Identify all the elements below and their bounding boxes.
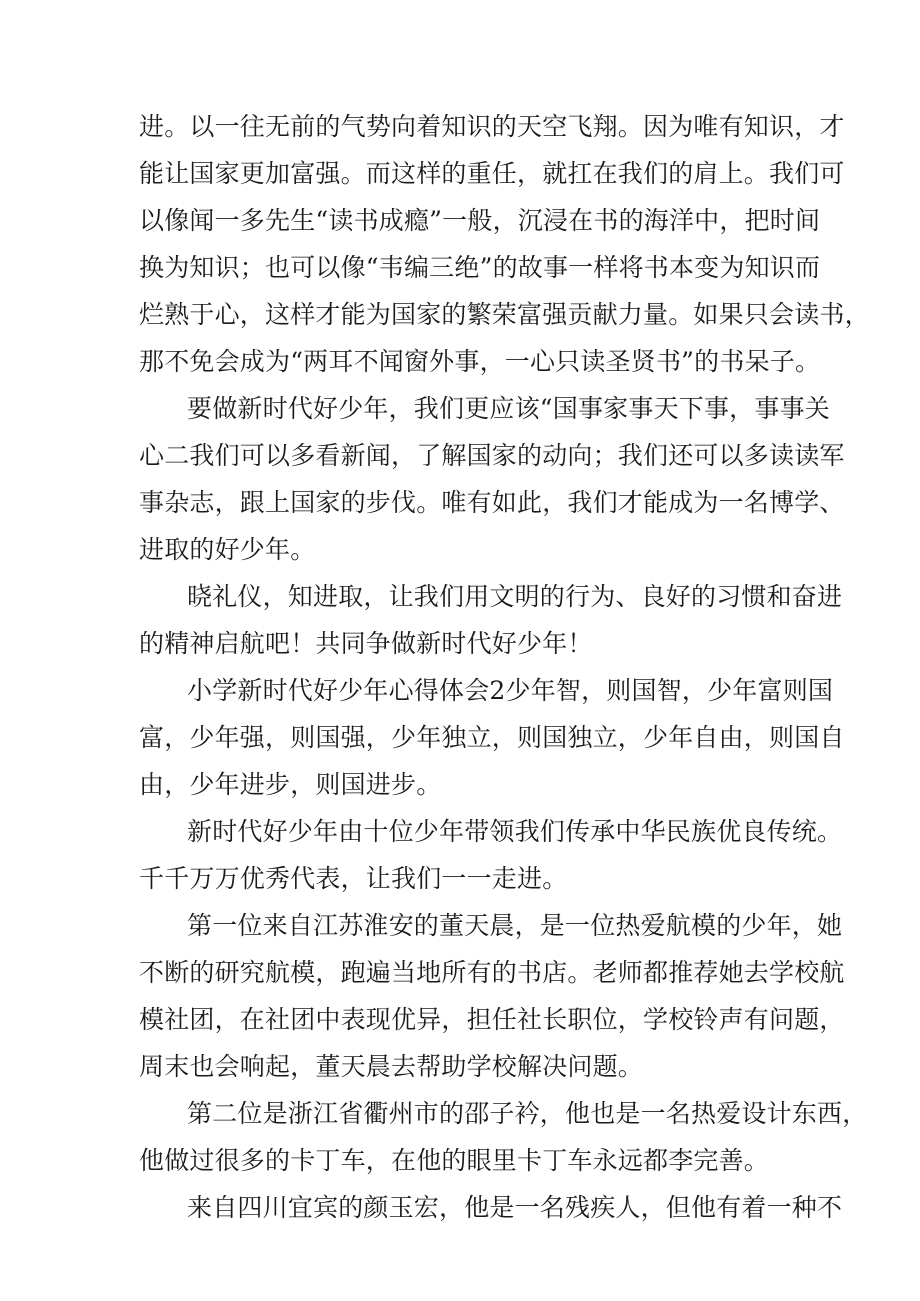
text-line: 心二我们可以多看新闻，了解国家的动向；我们还可以多读读军: [139, 441, 845, 470]
text-line: 第一位来自江苏淮安的董天晨，是一位热爱航模的少年，她: [187, 911, 843, 940]
text-line: 不断的研究航模，跑遍当地所有的书店。老师都推荐她去学校航: [139, 958, 845, 987]
text-line: 进取的好少年。: [139, 535, 316, 564]
text-line: 模社团，在社团中表现优异，担任社长职位，学校铃声有问题，: [139, 1005, 845, 1034]
text-line: 来自四川宜宾的颜玉宏，他是一名残疾人，但他有着一种不: [187, 1193, 843, 1222]
text-line: 晓礼仪，知进取，让我们用文明的行为、良好的习惯和奋进: [187, 582, 843, 611]
text-line: 那不免会成为“两耳不闻窗外事，一心只读圣贤书”的书呆子。: [139, 347, 821, 376]
text-line: 新时代好少年由十位少年带领我们传承中华民族优良传统。: [187, 817, 843, 846]
text-line: 由，少年进步，则国进步。: [139, 770, 442, 799]
text-line: 他做过很多的卡丁车，在他的眼里卡丁车永远都李完善。: [139, 1146, 770, 1175]
text-line: 能让国家更加富强。而这样的重任，就扛在我们的肩上。我们可: [139, 159, 845, 188]
text-line: 富，少年强，则国强，少年独立，则国独立，少年自由，则国自: [139, 723, 845, 752]
text-line: 的精神启航吧！共同争做新时代好少年！: [139, 629, 593, 658]
text-line: 以像闻一多先生“读书成瘾”一般，沉浸在书的海洋中，把时间: [139, 206, 821, 235]
text-line: 烂熟于心，这样才能为国家的繁荣富强贡献力量。如果只会读书，: [139, 300, 870, 329]
text-line: 换为知识；也可以像“韦编三绝”的故事一样将书本变为知识而: [139, 253, 821, 282]
text-line: 小学新时代好少年心得体会2少年智，则国智，少年富则国: [187, 676, 834, 705]
text-line: 事杂志，跟上国家的步伐。唯有如此，我们才能成为一名博学、: [139, 488, 845, 517]
text-line: 周末也会响起，董天晨去帮助学校解决问题。: [139, 1052, 644, 1081]
text-line: 要做新时代好少年，我们更应该“国事家事天下事，事事关: [187, 394, 830, 423]
text-line: 第二位是浙江省衢州市的邵子衿，他也是一名热爱设计东西，: [187, 1099, 868, 1128]
text-line: 千千万万优秀代表，让我们一一走进。: [139, 864, 568, 893]
text-line: 进。以一往无前的气势向着知识的天空飞翔。因为唯有知识，才: [139, 112, 845, 141]
